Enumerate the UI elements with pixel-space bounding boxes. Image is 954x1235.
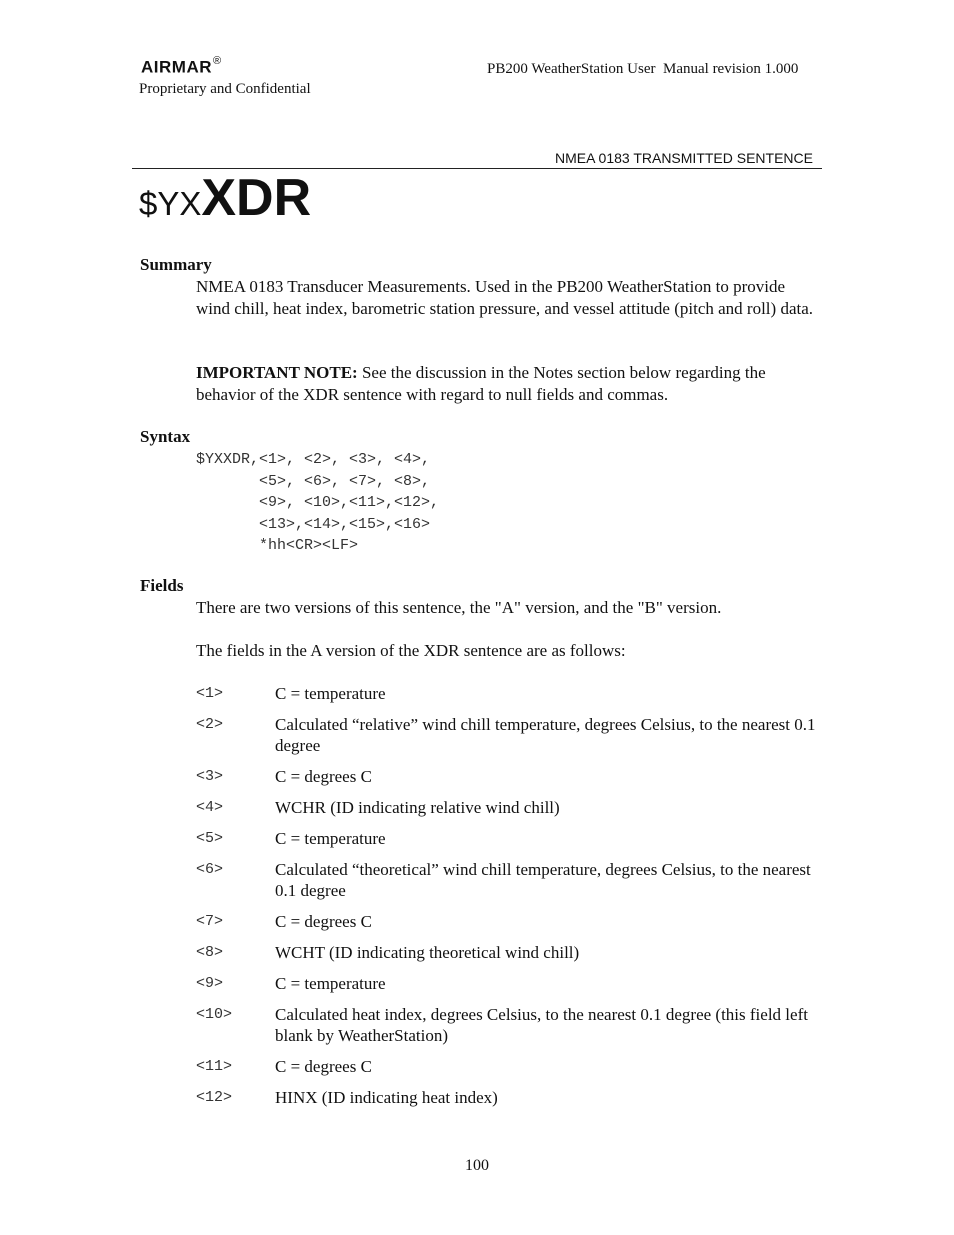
field-code: <10> <box>196 1006 233 1023</box>
field-desc: Calculated heat index, degrees Celsius, to the nearest 0.1 degree (this field left blank by WeatherStation) <box>275 1005 808 1045</box>
registered-mark: ® <box>213 55 222 67</box>
summary-heading: Summary <box>140 255 212 274</box>
field-code: <3> <box>196 768 224 785</box>
field-desc: HINX (ID indicating heat index) <box>275 1088 498 1107</box>
field-desc: C = temperature <box>275 974 386 993</box>
logo-text: AIRMAR <box>141 57 212 77</box>
proprietary-notice: Proprietary and Confidential <box>139 81 311 97</box>
important-note <box>196 362 816 405</box>
syntax-line: <5>, <6>, <7>, <8>, <box>196 472 431 490</box>
sentence-title <box>139 169 312 227</box>
field-code: <2> <box>196 716 224 733</box>
field-code: <6> <box>196 861 224 878</box>
field-desc: WCHT (ID indicating theoretical wind chill) <box>275 943 580 962</box>
field-code: <9> <box>196 975 224 992</box>
field-code: <11> <box>196 1058 233 1075</box>
field-desc: WCHR (ID indicating relative wind chill) <box>275 798 560 817</box>
section-label: NMEA 0183 TRANSMITTED SENTENCE <box>554 150 813 166</box>
note-label: IMPORTANT NOTE: <box>196 363 358 382</box>
syntax-line: $YXXDR,<1>, <2>, <3>, <4>, <box>196 451 431 468</box>
title-main: XDR <box>201 169 312 227</box>
syntax-line: *hh<CR><LF> <box>196 537 359 554</box>
summary-text: NMEA 0183 Transducer Measurements. Used in the PB200 WeatherStation to provide wind chill, heat index, barometric station pressure, and vessel attitude (pitch and roll) data. <box>196 277 814 318</box>
syntax-block <box>196 449 439 557</box>
field-code: <1> <box>196 685 224 702</box>
field-desc: C = degrees C <box>275 767 372 786</box>
field-desc: Calculated “theoretical” wind chill temperature, degrees Celsius, to the nearest 0.1 degree <box>275 860 811 900</box>
syntax-heading: Syntax <box>140 427 191 446</box>
field-code: <7> <box>196 913 224 930</box>
title-prefix: $YX <box>139 185 202 222</box>
note-text: See the discussion in the Notes section below regarding the behavior of the XDR sentence with regard to null fields and commas. <box>196 363 766 404</box>
fields-heading: Fields <box>140 576 184 595</box>
field-desc: C = degrees C <box>275 1057 372 1076</box>
field-code: <4> <box>196 799 224 816</box>
page-number: 100 <box>465 1157 489 1174</box>
field-desc: C = temperature <box>275 684 386 703</box>
syntax-line: <13>,<14>,<15>,<16> <box>196 515 431 533</box>
field-code: <8> <box>196 944 224 961</box>
manual-title: PB200 WeatherStation User Manual revision 1.000 <box>487 61 799 77</box>
field-desc: C = degrees C <box>275 912 372 931</box>
fields-intro-2: The fields in the A version of the XDR sentence are as follows: <box>196 641 626 660</box>
airmar-logo <box>141 57 222 78</box>
field-code: <12> <box>196 1089 233 1106</box>
fields-intro: There are two versions of this sentence, the "A" version, and the "B" version. <box>196 598 722 617</box>
field-code: <5> <box>196 830 224 847</box>
syntax-line: <9>, <10>,<11>,<12>, <box>196 494 440 511</box>
field-desc: C = temperature <box>275 829 386 848</box>
field-desc: Calculated “relative” wind chill temperature, degrees Celsius, to the nearest 0.1 degree <box>275 715 816 755</box>
